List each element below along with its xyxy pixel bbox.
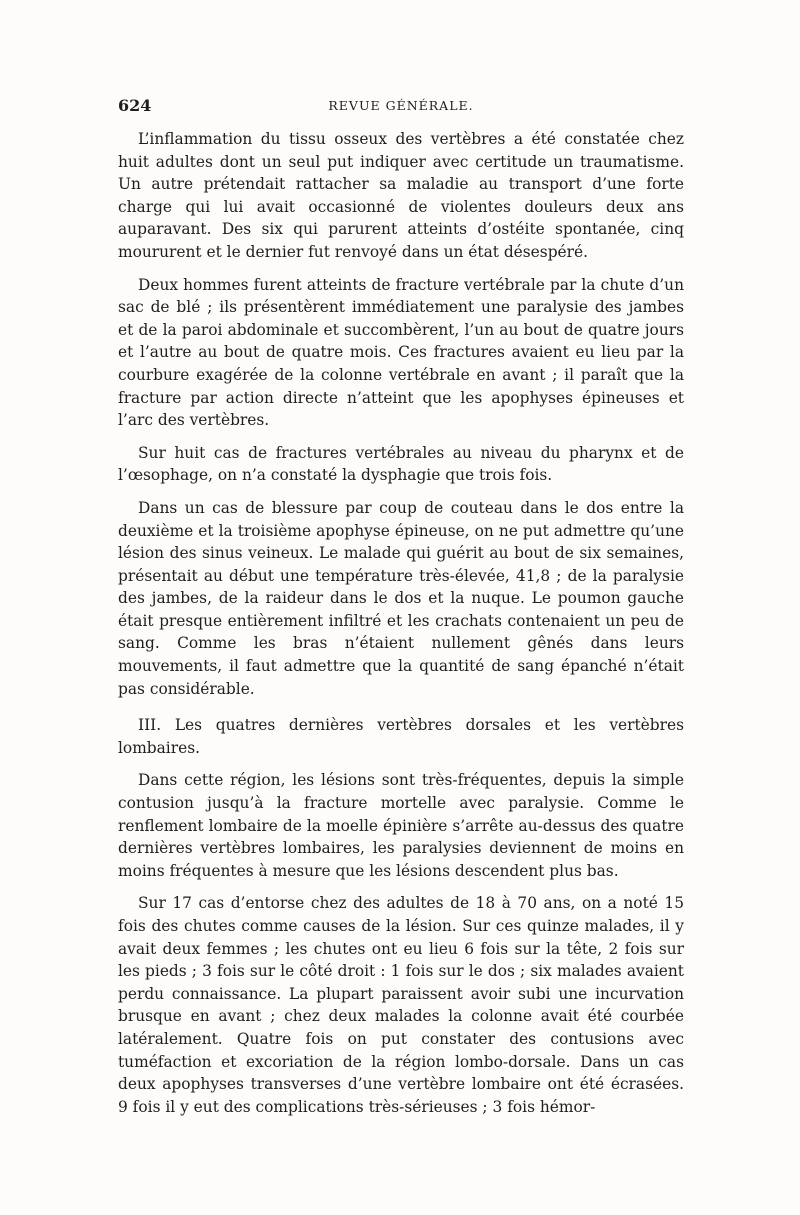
paragraph-osteitis: L’inflammation du tissu osseux des vertèbres a été constatée chez huit adultes dont un seul put indiquer avec certitude un traumatisme. Un autre prétendait rattacher sa maladie au transport d’une forte charge qui lui avait occasionné de violentes douleurs deux ans auparavant. Des six qui parurent atteints d’ostéite spontanée, cinq moururent et le dernier fut renvoyé dans un état désespéré. <box>118 130 684 261</box>
running-title: REVUE GÉNÉRALE. <box>328 98 474 113</box>
document-page <box>118 96 684 1128</box>
page-number: 624 <box>118 96 152 115</box>
page-header <box>118 96 684 120</box>
section-heading: III. Les quatres dernières vertèbres dorsales et les vertèbres lombaires. <box>118 716 684 757</box>
paragraph-fracture-chute: Deux hommes furent atteints de fracture vertébrale par la chute d’un sac de blé ; ils présentèrent immédiatement une paralysie des jambes et de la paroi abdominale et succombèrent, l’un au bout de quatre jours et l’autre au bout de quatre mois. Ces fractures avaient eu lieu par la courbure exagérée de la colonne vertébrale en avant ; il paraît que la fracture par action directe n’atteint que les apophyses épineuses et l’arc des vertèbres. <box>118 275 684 430</box>
paragraph-coup-de-couteau: Dans un cas de blessure par coup de couteau dans le dos entre la deuxième et la troisième apophyse épineuse, on ne put admettre qu’une lésion des sinus veineux. Le malade qui guérit au bout de six semaines, présentait au début une température très-élevée, 41,8 ; de la paralysie des jambes, de la raideur dans le dos et la nuque. Le poumon gauche était presque entièrement infiltré et les crachats contenaient un peu de sang. Comme les bras n’étaient nullement gênés dans leurs mouvements, il faut admettre que la quantité de sang épanché n’était pas considérable. <box>118 498 684 698</box>
paragraph-region-lombaire: Dans cette région, les lésions sont très-fréquentes, depuis la simple contusion jusqu’à la fracture mortelle avec paralysie. Comme le renflement lombaire de la moelle épinière s’arrête au-dessus des quatre dernières vertèbres lombaires, les paralysies deviennent de moins en moins fréquentes à mesure que les lésions descendent plus bas. <box>118 771 684 880</box>
paragraph-dysphagie: Sur huit cas de fractures vertébrales au niveau du pharynx et de l’œsophage, on n’a constaté la dysphagie que trois fois. <box>118 443 684 485</box>
paragraph-entorse: Sur 17 cas d’entorse chez des adultes de 18 à 70 ans, on a noté 15 fois des chutes comme causes de la lésion. Sur ces quinze malades, il y avait deux femmes ; les chutes ont eu lieu 6 fois sur la tête, 2 fois sur les pieds ; 3 fois sur le côté droit : 1 fois sur le dos ; six malades avaient perdu connaissance. La plupart paraissent avoir subi une incurvation brusque en avant ; chez deux malades la colonne avait été courbée latéralement. Quatre fois on put constater des contusions avec tuméfaction et excoriation de la région lombo-dorsale. Dans un cas deux apophyses transverses d’une vertèbre lombaire ont été écrasées. 9 fois il y eut des complications très-sérieuses ; 3 fois hémor- <box>118 894 684 1116</box>
